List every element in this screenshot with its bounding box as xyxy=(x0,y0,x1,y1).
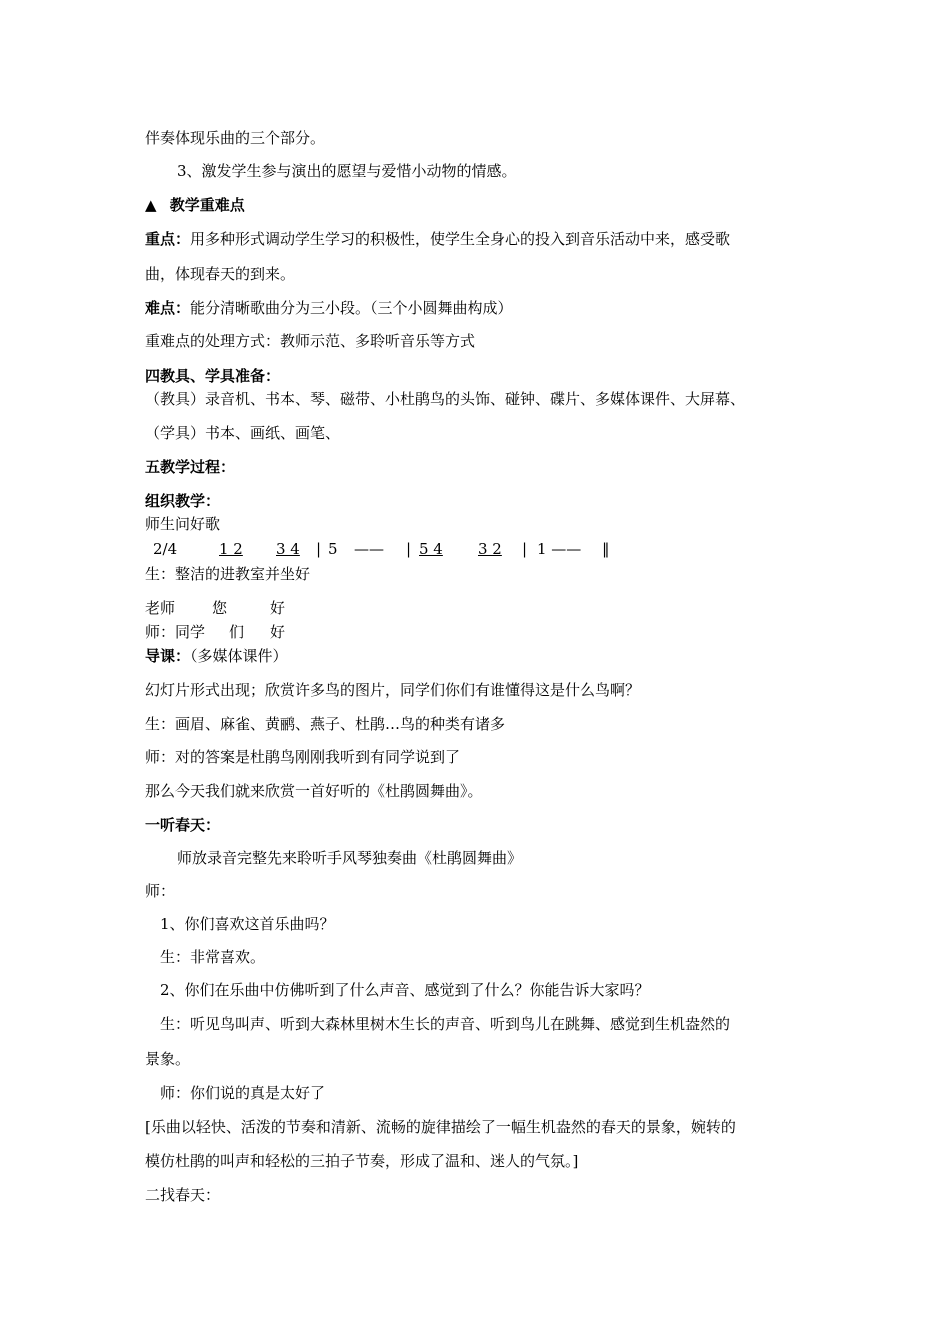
score-end: ‖ xyxy=(602,540,610,558)
text-line: [乐曲以轻快、活泼的节奏和清新、流畅的旋律描绘了一幅生机盎然的春天的景象，婉转的 xyxy=(145,1118,736,1136)
text-line: 幻灯片形式出现；欣赏许多鸟的图片，同学们你们有谁懂得这是什么鸟啊？ xyxy=(145,681,641,699)
score-note: 3 2 xyxy=(478,540,502,558)
score-dash: —— xyxy=(354,540,384,558)
subheading-organize: 组织教学： xyxy=(145,492,221,510)
score-barline: | xyxy=(522,540,528,558)
section-heading-materials: 四教具、学具准备： xyxy=(145,367,281,385)
subheading-listen: 一听春天： xyxy=(145,816,221,834)
greeting-line: 师：同学 们 好 xyxy=(145,623,286,641)
key-point-line: 重点：用多种形式调动学生学习的积极性，使学生全身心的投入到音乐活动中来，感受歌 xyxy=(145,230,731,248)
text-line: 师：对的答案是杜鹃鸟刚刚我听到有同学说到了 xyxy=(145,748,461,766)
intro-line: 导课：（多媒体课件） xyxy=(145,647,288,665)
music-score xyxy=(145,539,645,559)
text-line: 景象。 xyxy=(145,1050,191,1068)
text-line: 师生问好歌 xyxy=(145,515,221,533)
question-2: 2、你们在乐曲中仿佛听到了什么声音、感觉到了什么？你能告诉大家吗？ xyxy=(160,981,650,999)
score-barline: | xyxy=(406,540,412,558)
text-line: 师放录音完整先来聆听手风琴独奏曲《杜鹃圆舞曲》 xyxy=(177,849,523,867)
text-line: 那么今天我们就来欣赏一首好听的《杜鹃圆舞曲》。 xyxy=(145,782,483,800)
score-note: 1 —— xyxy=(537,540,582,558)
section-heading-process: 五教学过程： xyxy=(145,458,236,476)
question-1: 1、你们喜欢这首乐曲吗？ xyxy=(160,915,335,933)
triangle-icon: ▲ xyxy=(145,196,157,214)
answer-1: 生：非常喜欢。 xyxy=(160,948,266,966)
text-line: 师：你们说的真是太好了 xyxy=(160,1084,326,1102)
score-note: 5 xyxy=(328,540,338,558)
score-note: 1 2 xyxy=(219,540,243,558)
subheading-find: 二找春天： xyxy=(145,1186,221,1204)
section-heading-key-points: ▲ 教学重难点 xyxy=(145,196,245,214)
text-line: 伴奏体现乐曲的三个部分。 xyxy=(145,129,326,147)
answer-2: 生：听见鸟叫声、听到大森林里树木生长的声音、听到鸟儿在跳舞、感觉到生机盎然的 xyxy=(160,1015,731,1033)
difficulty-line: 难点：能分清晰歌曲分为三小段。（三个小圆舞曲构成） xyxy=(145,299,513,317)
text-line: 重难点的处理方式：教师示范、多聆听音乐等方式 xyxy=(145,332,476,350)
objective-3: 3、激发学生参与演出的愿望与爱惜小动物的情感。 xyxy=(177,162,517,180)
text-line: （教具）录音机、书本、琴、磁带、小杜鹃鸟的头饰、碰钟、碟片、多媒体课件、大屏幕、 xyxy=(145,390,746,408)
score-note: 5 4 xyxy=(419,540,443,558)
text-line: 模仿杜鹃的叫声和轻松的三拍子节奏，形成了温和、迷人的气氛。] xyxy=(145,1152,579,1170)
greeting-line: 老师 您 好 xyxy=(145,599,286,617)
text-line: （学具）书本、画纸、画笔、 xyxy=(145,424,341,442)
text-line: 曲，体现春天的到来。 xyxy=(145,265,296,283)
text-line: 师： xyxy=(145,882,176,900)
time-signature: 2/4 xyxy=(153,540,178,558)
score-note: 3 4 xyxy=(276,540,300,558)
text-line: 生：整洁的进教室并坐好 xyxy=(145,565,311,583)
score-barline: | xyxy=(316,540,322,558)
text-line: 生：画眉、麻雀、黄鹂、燕子、杜鹃…鸟的种类有诸多 xyxy=(145,715,506,733)
